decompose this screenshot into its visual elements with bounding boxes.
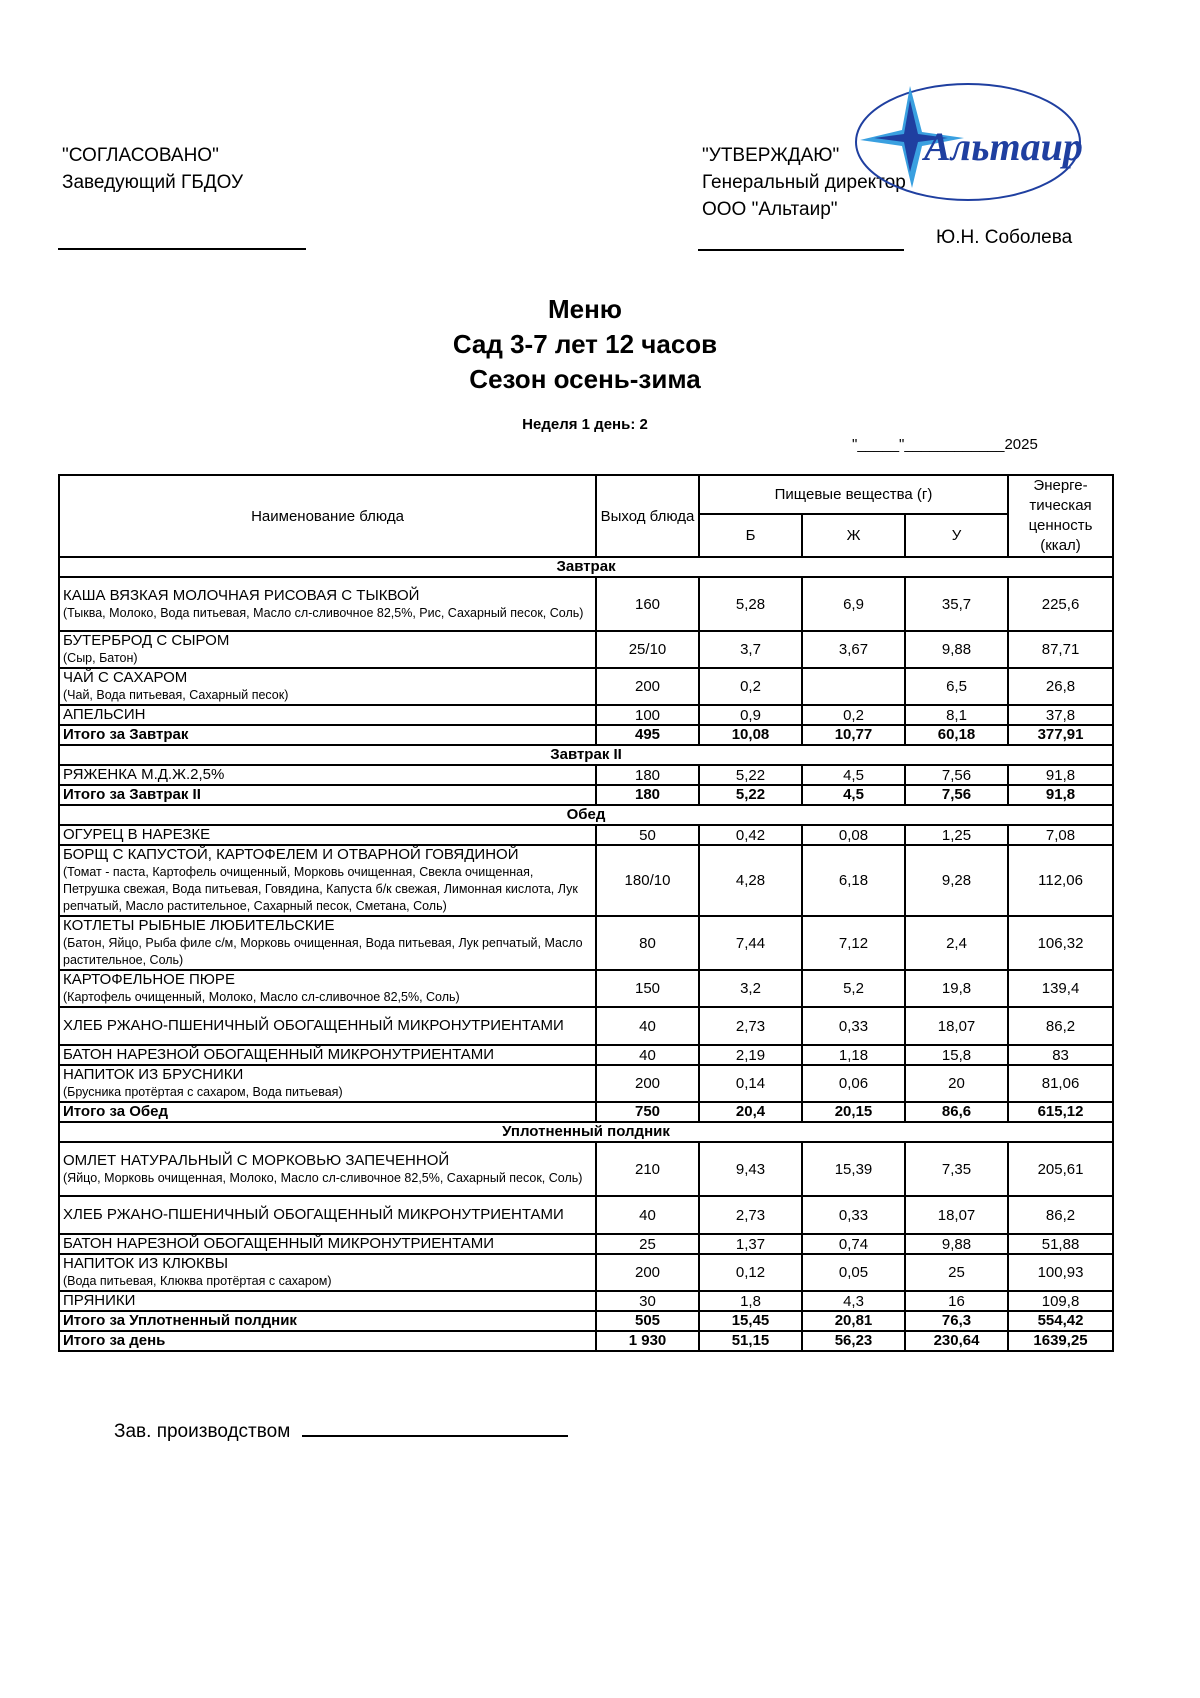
cell-b: 0,2 bbox=[699, 668, 802, 705]
cell-kcal: 225,6 bbox=[1008, 577, 1113, 631]
dish-name: БОРЩ С КАПУСТОЙ, КАРТОФЕЛЕМ И ОТВАРНОЙ ГОВЯДИНОЙ bbox=[63, 846, 519, 863]
dish-composition: (Сыр, Батон) bbox=[63, 651, 138, 665]
cell-kcal: 112,06 bbox=[1008, 845, 1113, 916]
total-b: 20,4 bbox=[699, 1102, 802, 1122]
day-total-u: 230,64 bbox=[905, 1331, 1008, 1351]
approved-signature-line bbox=[58, 248, 306, 250]
cell-b: 0,9 bbox=[699, 705, 802, 725]
cell-zh: 0,06 bbox=[802, 1065, 905, 1102]
table-row bbox=[59, 1291, 1113, 1311]
cell-b: 2,73 bbox=[699, 1196, 802, 1234]
dish-name: ХЛЕБ РЖАНО-ПШЕНИЧНЫЙ ОБОГАЩЕННЫЙ МИКРОНУТРИЕНТАМИ bbox=[63, 1017, 564, 1034]
total-b: 5,22 bbox=[699, 785, 802, 805]
dish-name: БАТОН НАРЕЗНОЙ ОБОГАЩЕННЫЙ МИКРОНУТРИЕНТАМИ bbox=[63, 1046, 495, 1063]
cell-zh: 4,3 bbox=[802, 1291, 905, 1311]
cell-u: 2,4 bbox=[905, 916, 1008, 970]
cell-kcal: 205,61 bbox=[1008, 1142, 1113, 1196]
table-row bbox=[59, 845, 1113, 916]
dish-cell bbox=[59, 1045, 596, 1065]
cell-b: 0,14 bbox=[699, 1065, 802, 1102]
cell-kcal: 91,8 bbox=[1008, 765, 1113, 785]
confirm-position: Генеральный директор bbox=[702, 172, 906, 193]
cell-b: 0,42 bbox=[699, 825, 802, 845]
total-label: Итого за Завтрак bbox=[59, 725, 596, 745]
total-zh: 20,81 bbox=[802, 1311, 905, 1331]
date-line: "_____"____________2025 bbox=[852, 436, 1038, 453]
dish-cell bbox=[59, 825, 596, 845]
table-row bbox=[59, 705, 1113, 725]
total-u: 60,18 bbox=[905, 725, 1008, 745]
signer-name: Ю.Н. Соболева bbox=[936, 227, 1073, 248]
cell-kcal: 106,32 bbox=[1008, 916, 1113, 970]
cell-output: 180 bbox=[596, 765, 699, 785]
cell-output: 25 bbox=[596, 1234, 699, 1254]
total-u: 86,6 bbox=[905, 1102, 1008, 1122]
cell-zh bbox=[802, 668, 905, 705]
section-title: Уплотненный полдник bbox=[59, 1122, 1113, 1142]
dish-cell bbox=[59, 970, 596, 1007]
total-row bbox=[59, 785, 1113, 805]
section-title: Обед bbox=[59, 805, 1113, 825]
cell-zh: 6,18 bbox=[802, 845, 905, 916]
dish-cell bbox=[59, 1142, 596, 1196]
approved-position: Заведующий ГБДОУ bbox=[62, 172, 244, 193]
day-total-row bbox=[59, 1331, 1113, 1351]
total-b: 10,08 bbox=[699, 725, 802, 745]
total-u: 76,3 bbox=[905, 1311, 1008, 1331]
cell-output: 180/10 bbox=[596, 845, 699, 916]
total-b: 15,45 bbox=[699, 1311, 802, 1331]
dish-name: ХЛЕБ РЖАНО-ПШЕНИЧНЫЙ ОБОГАЩЕННЫЙ МИКРОНУТРИЕНТАМИ bbox=[63, 1206, 564, 1223]
table-row bbox=[59, 1254, 1113, 1291]
dish-name: НАПИТОК ИЗ БРУСНИКИ bbox=[63, 1066, 244, 1083]
dish-cell bbox=[59, 765, 596, 785]
footer-signature-line bbox=[302, 1435, 568, 1437]
day-total-label: Итого за день bbox=[59, 1331, 596, 1351]
total-label: Итого за Завтрак II bbox=[59, 785, 596, 805]
cell-u: 18,07 bbox=[905, 1196, 1008, 1234]
table-row bbox=[59, 1142, 1113, 1196]
cell-kcal: 109,8 bbox=[1008, 1291, 1113, 1311]
cell-kcal: 87,71 bbox=[1008, 631, 1113, 668]
dish-cell bbox=[59, 845, 596, 916]
week-day: Неделя 1 день: 2 bbox=[522, 416, 648, 433]
dish-name: ЧАЙ С САХАРОМ bbox=[63, 669, 188, 686]
dish-cell bbox=[59, 1234, 596, 1254]
total-row bbox=[59, 1311, 1113, 1331]
total-label: Итого за Уплотненный полдник bbox=[59, 1311, 596, 1331]
col-energy-header: Энерге-тическая ценность (ккал) bbox=[1008, 475, 1113, 557]
cell-kcal: 86,2 bbox=[1008, 1007, 1113, 1045]
cell-kcal: 7,08 bbox=[1008, 825, 1113, 845]
total-kcal: 377,91 bbox=[1008, 725, 1113, 745]
cell-u: 19,8 bbox=[905, 970, 1008, 1007]
dish-composition: (Вода питьевая, Клюква протёртая с сахаром) bbox=[63, 1274, 332, 1288]
cell-u: 35,7 bbox=[905, 577, 1008, 631]
dish-cell bbox=[59, 1196, 596, 1234]
cell-b: 2,19 bbox=[699, 1045, 802, 1065]
total-zh: 20,15 bbox=[802, 1102, 905, 1122]
total-output: 750 bbox=[596, 1102, 699, 1122]
day-total-kcal: 1639,25 bbox=[1008, 1331, 1113, 1351]
dish-composition: (Томат - паста, Картофель очищенный, Морковь очищенная, Свекла очищенная, Петрушка свежая, Вода питьевая, Говядина, Капуста б/к свежая, Лимонная кислота, Лук репчатый, Масло растительное, Сахарный песок, Сметана, Соль) bbox=[63, 865, 578, 913]
cell-b: 5,28 bbox=[699, 577, 802, 631]
confirm-label: "УТВЕРЖДАЮ" bbox=[702, 145, 840, 166]
section-row bbox=[59, 805, 1113, 825]
cell-u: 7,35 bbox=[905, 1142, 1008, 1196]
table-row bbox=[59, 1196, 1113, 1234]
cell-output: 150 bbox=[596, 970, 699, 1007]
dish-name: ОГУРЕЦ В НАРЕЗКЕ bbox=[63, 826, 211, 843]
table-row bbox=[59, 765, 1113, 785]
dish-name: РЯЖЕНКА М.Д.Ж.2,5% bbox=[63, 766, 225, 783]
cell-b: 9,43 bbox=[699, 1142, 802, 1196]
section-title: Завтрак bbox=[59, 557, 1113, 577]
cell-u: 9,28 bbox=[905, 845, 1008, 916]
dish-composition: (Яйцо, Морковь очищенная, Молоко, Масло сл-сливочное 82,5%, Сахарный песок, Соль) bbox=[63, 1170, 583, 1185]
cell-b: 0,12 bbox=[699, 1254, 802, 1291]
dish-composition: (Чай, Вода питьевая, Сахарный песок) bbox=[63, 688, 289, 702]
cell-u: 9,88 bbox=[905, 1234, 1008, 1254]
table-row bbox=[59, 1234, 1113, 1254]
total-zh: 4,5 bbox=[802, 785, 905, 805]
page-season: Сезон осень-зима bbox=[469, 364, 701, 394]
col-zh-header: Ж bbox=[802, 514, 905, 557]
dish-name: АПЕЛЬСИН bbox=[63, 706, 146, 723]
cell-zh: 7,12 bbox=[802, 916, 905, 970]
cell-b: 1,8 bbox=[699, 1291, 802, 1311]
col-u-header: У bbox=[905, 514, 1008, 557]
cell-zh: 0,05 bbox=[802, 1254, 905, 1291]
cell-kcal: 81,06 bbox=[1008, 1065, 1113, 1102]
menu-table bbox=[58, 474, 1114, 1352]
dish-cell bbox=[59, 577, 596, 631]
total-u: 7,56 bbox=[905, 785, 1008, 805]
cell-u: 1,25 bbox=[905, 825, 1008, 845]
cell-u: 7,56 bbox=[905, 765, 1008, 785]
total-row bbox=[59, 1102, 1113, 1122]
header-row bbox=[59, 475, 1113, 514]
dish-composition: (Батон, Яйцо, Рыба филе с/м, Морковь очищенная, Вода питьевая, Лук репчатый, Масло растительное, Соль) bbox=[63, 936, 583, 967]
confirm-company: ООО "Альтаир" bbox=[702, 199, 838, 220]
cell-u: 20 bbox=[905, 1065, 1008, 1102]
cell-output: 25/10 bbox=[596, 631, 699, 668]
dish-cell bbox=[59, 631, 596, 668]
dish-name: ПРЯНИКИ bbox=[63, 1292, 136, 1309]
total-row bbox=[59, 725, 1113, 745]
table-row bbox=[59, 970, 1113, 1007]
section-title: Завтрак II bbox=[59, 745, 1113, 765]
dish-cell bbox=[59, 1254, 596, 1291]
table-row bbox=[59, 1065, 1113, 1102]
logo-text: Альтаир bbox=[924, 124, 1083, 169]
cell-b: 3,7 bbox=[699, 631, 802, 668]
dish-cell bbox=[59, 1065, 596, 1102]
table-row bbox=[59, 577, 1113, 631]
section-row bbox=[59, 1122, 1113, 1142]
cell-output: 40 bbox=[596, 1045, 699, 1065]
cell-u: 9,88 bbox=[905, 631, 1008, 668]
cell-output: 50 bbox=[596, 825, 699, 845]
table-row bbox=[59, 916, 1113, 970]
cell-zh: 15,39 bbox=[802, 1142, 905, 1196]
cell-kcal: 37,8 bbox=[1008, 705, 1113, 725]
table-row bbox=[59, 668, 1113, 705]
cell-b: 4,28 bbox=[699, 845, 802, 916]
cell-output: 100 bbox=[596, 705, 699, 725]
total-output: 495 bbox=[596, 725, 699, 745]
cell-zh: 0,74 bbox=[802, 1234, 905, 1254]
table-row bbox=[59, 825, 1113, 845]
cell-output: 200 bbox=[596, 1065, 699, 1102]
cell-b: 1,37 bbox=[699, 1234, 802, 1254]
dish-composition: (Брусника протёртая с сахаром, Вода питьевая) bbox=[63, 1085, 343, 1099]
col-name-header: Наименование блюда bbox=[59, 475, 596, 557]
day-total-output: 1 930 bbox=[596, 1331, 699, 1351]
dish-name: БУТЕРБРОД С СЫРОМ bbox=[63, 632, 230, 649]
dish-name: ОМЛЕТ НАТУРАЛЬНЫЙ С МОРКОВЬЮ ЗАПЕЧЕННОЙ bbox=[63, 1151, 450, 1169]
cell-zh: 6,9 bbox=[802, 577, 905, 631]
confirm-signature-line bbox=[698, 249, 904, 251]
cell-b: 2,73 bbox=[699, 1007, 802, 1045]
cell-zh: 0,33 bbox=[802, 1196, 905, 1234]
page-title: Меню bbox=[547, 294, 623, 324]
cell-kcal: 51,88 bbox=[1008, 1234, 1113, 1254]
cell-u: 6,5 bbox=[905, 668, 1008, 705]
cell-kcal: 139,4 bbox=[1008, 970, 1113, 1007]
cell-u: 18,07 bbox=[905, 1007, 1008, 1045]
altair-logo bbox=[852, 80, 1084, 204]
total-zh: 10,77 bbox=[802, 725, 905, 745]
section-row bbox=[59, 745, 1113, 765]
cell-u: 16 bbox=[905, 1291, 1008, 1311]
cell-output: 80 bbox=[596, 916, 699, 970]
dish-name: КАША ВЯЗКАЯ МОЛОЧНАЯ РИСОВАЯ С ТЫКВОЙ bbox=[63, 586, 420, 604]
total-kcal: 91,8 bbox=[1008, 785, 1113, 805]
approved-label: "СОГЛАСОВАНО" bbox=[62, 145, 219, 166]
dish-cell bbox=[59, 668, 596, 705]
cell-output: 200 bbox=[596, 668, 699, 705]
cell-output: 30 bbox=[596, 1291, 699, 1311]
cell-zh: 1,18 bbox=[802, 1045, 905, 1065]
dish-cell bbox=[59, 705, 596, 725]
day-total-b: 51,15 bbox=[699, 1331, 802, 1351]
cell-b: 3,2 bbox=[699, 970, 802, 1007]
cell-zh: 3,67 bbox=[802, 631, 905, 668]
dish-cell bbox=[59, 916, 596, 970]
cell-kcal: 83 bbox=[1008, 1045, 1113, 1065]
day-total-zh: 56,23 bbox=[802, 1331, 905, 1351]
footer-label: Зав. производством bbox=[114, 1421, 291, 1442]
dish-composition: (Тыква, Молоко, Вода питьевая, Масло сл-сливочное 82,5%, Рис, Сахарный песок, Соль) bbox=[63, 605, 584, 620]
col-b-header: Б bbox=[699, 514, 802, 557]
cell-kcal: 86,2 bbox=[1008, 1196, 1113, 1234]
cell-zh: 0,08 bbox=[802, 825, 905, 845]
cell-zh: 4,5 bbox=[802, 765, 905, 785]
col-output-header: Выход блюда bbox=[596, 475, 699, 557]
cell-zh: 0,2 bbox=[802, 705, 905, 725]
table-row bbox=[59, 1045, 1113, 1065]
cell-b: 5,22 bbox=[699, 765, 802, 785]
dish-composition: (Картофель очищенный, Молоко, Масло сл-сливочное 82,5%, Соль) bbox=[63, 990, 460, 1004]
table-row bbox=[59, 1007, 1113, 1045]
cell-output: 40 bbox=[596, 1007, 699, 1045]
page-subtitle: Сад 3-7 лет 12 часов bbox=[452, 329, 718, 359]
total-kcal: 554,42 bbox=[1008, 1311, 1113, 1331]
cell-u: 25 bbox=[905, 1254, 1008, 1291]
cell-kcal: 100,93 bbox=[1008, 1254, 1113, 1291]
col-nutrients-header: Пищевые вещества (г) bbox=[699, 475, 1008, 514]
cell-u: 8,1 bbox=[905, 705, 1008, 725]
dish-cell bbox=[59, 1007, 596, 1045]
cell-zh: 0,33 bbox=[802, 1007, 905, 1045]
total-output: 505 bbox=[596, 1311, 699, 1331]
dish-name: КОТЛЕТЫ РЫБНЫЕ ЛЮБИТЕЛЬСКИЕ bbox=[63, 917, 335, 934]
cell-kcal: 26,8 bbox=[1008, 668, 1113, 705]
section-row bbox=[59, 557, 1113, 577]
total-kcal: 615,12 bbox=[1008, 1102, 1113, 1122]
dish-name: КАРТОФЕЛЬНОЕ ПЮРЕ bbox=[63, 971, 235, 988]
cell-output: 40 bbox=[596, 1196, 699, 1234]
dish-name: БАТОН НАРЕЗНОЙ ОБОГАЩЕННЫЙ МИКРОНУТРИЕНТАМИ bbox=[63, 1235, 495, 1252]
cell-u: 15,8 bbox=[905, 1045, 1008, 1065]
footer-signature bbox=[114, 1421, 568, 1443]
dish-cell bbox=[59, 1291, 596, 1311]
total-label: Итого за Обед bbox=[59, 1102, 596, 1122]
cell-output: 160 bbox=[596, 577, 699, 631]
table-row bbox=[59, 631, 1113, 668]
cell-b: 7,44 bbox=[699, 916, 802, 970]
cell-output: 210 bbox=[596, 1142, 699, 1196]
cell-output: 200 bbox=[596, 1254, 699, 1291]
cell-zh: 5,2 bbox=[802, 970, 905, 1007]
dish-name: НАПИТОК ИЗ КЛЮКВЫ bbox=[63, 1255, 229, 1272]
total-output: 180 bbox=[596, 785, 699, 805]
